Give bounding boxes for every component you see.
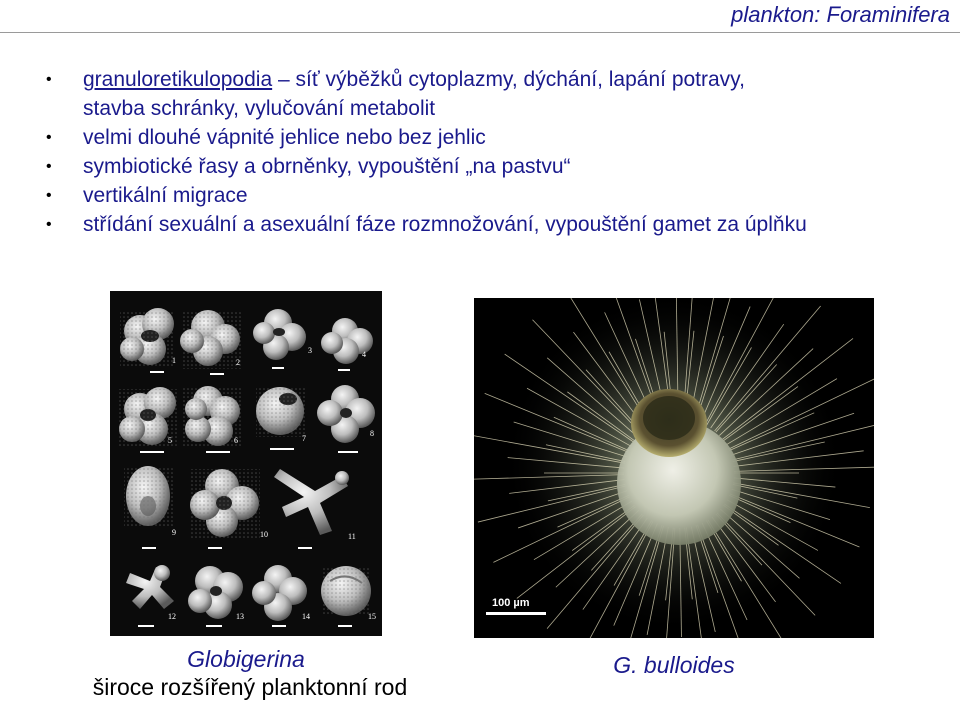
specimen-label-9: 9 <box>172 528 176 537</box>
bullet-dot-icon: • <box>46 71 52 88</box>
sem-plate-svg <box>110 291 382 636</box>
specimen-label-1: 1 <box>172 356 176 365</box>
specimen-15 <box>321 566 371 616</box>
term-granuloretikulopodia: granuloretikulopodia <box>83 68 273 91</box>
bullet-item <box>40 152 955 181</box>
specimen-label-2: 2 <box>236 358 240 367</box>
bullet-dot-icon: • <box>46 129 52 146</box>
specimen-label-14: 14 <box>302 612 310 621</box>
specimen-1 <box>120 308 175 366</box>
bullet-item <box>40 181 955 210</box>
bullet-item <box>40 123 955 152</box>
bullet-text: střídání sexuální a asexuální fáze rozmnožování, vypouštění gamet za úplňku <box>83 213 807 236</box>
bullet-item <box>40 210 955 239</box>
bullet-item <box>40 65 955 94</box>
bullet-text: velmi dlouhé vápnité jehlice nebo bez jehlic <box>83 126 486 149</box>
bullet-list <box>40 65 955 239</box>
bullet-dot-icon: • <box>46 187 52 204</box>
specimen-label-10: 10 <box>260 530 268 539</box>
specimen-label-11: 11 <box>348 532 356 541</box>
caption-globigerina-desc: široce rozšířený planktonní rod <box>92 674 408 700</box>
caption-globigerina: Globigerina <box>187 646 305 672</box>
specimen-label-7: 7 <box>302 434 306 443</box>
scale-bar <box>486 612 546 615</box>
specimen-label-15: 15 <box>368 612 376 621</box>
bullet-dot-icon: • <box>46 158 52 175</box>
specimen-label-5: 5 <box>168 436 172 445</box>
caption-bulloides: G. bulloides <box>613 652 735 678</box>
specimen-label-12: 12 <box>168 612 176 621</box>
bullet-text: symbiotické řasy a obrněnky, vypouštění „na pastvu“ <box>83 155 571 178</box>
specimen-2 <box>180 310 242 369</box>
bullet-text: – síť výběžků cytoplazmy, dýchání, lapání potravy, <box>272 68 745 91</box>
specimen-label-8: 8 <box>370 429 374 438</box>
live-foram-svg <box>474 298 874 638</box>
sem-plate-image <box>110 291 382 636</box>
header-title: plankton: Foraminifera <box>731 2 950 27</box>
bullet-text: vertikální migrace <box>83 184 248 207</box>
specimen-label-3: 3 <box>308 346 312 355</box>
specimen-7 <box>256 387 306 437</box>
specimen-10 <box>190 469 260 539</box>
specimen-label-4: 4 <box>362 350 366 359</box>
header-divider <box>0 32 960 33</box>
bullet-text: stavba schránky, vylučování metabolit <box>83 97 436 120</box>
live-foram-image <box>474 298 874 638</box>
specimen-label-6: 6 <box>234 436 238 445</box>
bullet-continuation <box>40 94 955 123</box>
specimen-9 <box>124 466 174 526</box>
specimen-6 <box>182 386 242 446</box>
bullet-dot-icon: • <box>46 216 52 233</box>
scale-label: 100 µm <box>492 597 530 609</box>
specimen-label-13: 13 <box>236 612 244 621</box>
